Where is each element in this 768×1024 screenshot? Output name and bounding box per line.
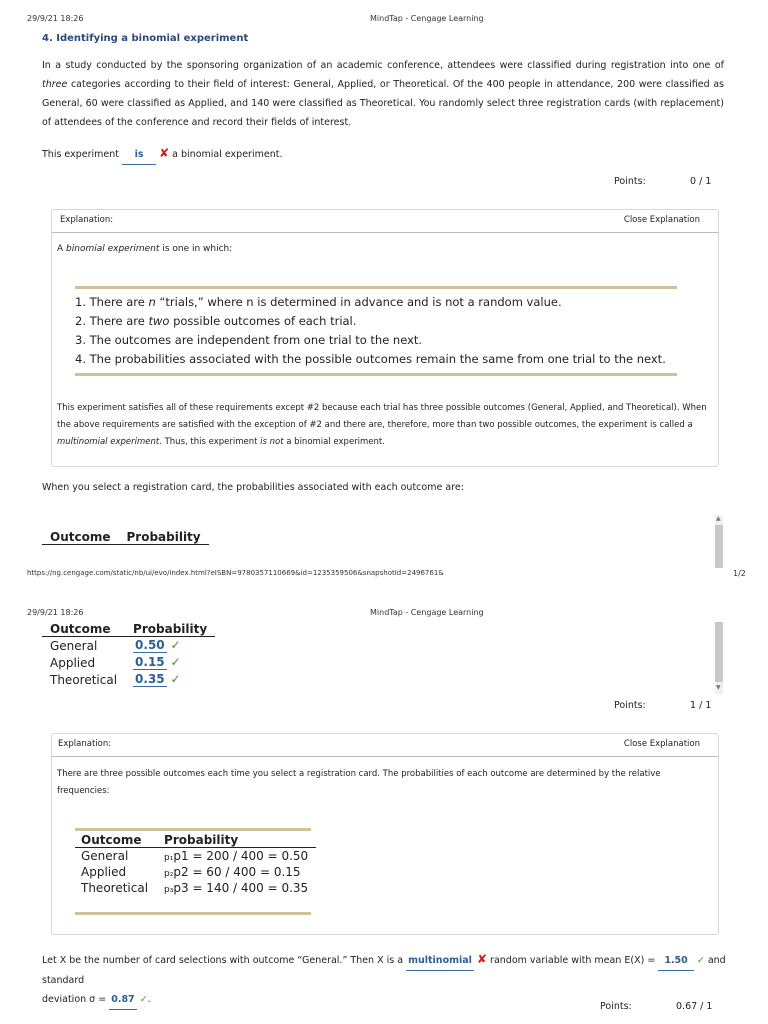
print-date: 29/9/21 18:26: [27, 14, 84, 23]
col-probability: Probability: [125, 622, 215, 637]
scroll-up-icon[interactable]: ▲: [716, 515, 721, 522]
stddev-input[interactable]: 0.87: [109, 990, 136, 1010]
mean-input[interactable]: 1.50: [658, 951, 693, 971]
points-label-2: Points:: [614, 700, 646, 711]
list-item: 1. There are n “trials,” where n is determined in advance and is not a random value.: [75, 295, 562, 309]
final-question: Let X be the number of card selections with outcome “General.” Then X is a multinomial ✘ random variable with mean E(X) = 1.50 ✓ and standard deviation σ = 0.87 ✓.: [42, 950, 732, 1010]
close-explanation-link[interactable]: Close Explanation: [623, 215, 700, 225]
scrollbar-2[interactable]: [715, 622, 723, 694]
points-value-2: 1 / 1: [690, 700, 712, 711]
close-explanation-link[interactable]: Close Explanation: [623, 739, 700, 749]
correct-icon: ✓: [170, 655, 181, 669]
correct-icon: ✓: [170, 672, 181, 686]
scroll-down-icon[interactable]: ▼: [716, 684, 721, 691]
table-row: Applied p₂p2 = 60 / 400 = 0.15: [81, 865, 301, 879]
explanation-text: This experiment satisfies all of these requirements except #2 because each trial has three possible outcomes (General, Applied, and Theoretical). When the above requirements are satisfied with the exception of #2 and there are, therefore, more than two possible outcomes, the experiment is called a multinomial experiment. Thus, this experiment is not a binomial experiment.: [57, 403, 707, 447]
explanation-panel: [51, 209, 719, 467]
col-outcome: Outcome: [42, 622, 125, 637]
probability-table: [42, 622, 215, 688]
explanation-label: Explanation:: [58, 739, 112, 749]
table-row: General 0.50 ✓: [50, 638, 181, 653]
table-row: Theoretical 0.35 ✓: [50, 672, 181, 687]
question-title: 4. Identifying a binomial experiment: [42, 33, 249, 44]
select-card-text: When you select a registration card, the probabilities associated with each outcome are:: [42, 482, 464, 493]
page-number: 1/2: [733, 569, 746, 578]
incorrect-icon: ✘: [476, 952, 488, 966]
table-row: General p₁p1 = 200 / 400 = 0.50: [81, 849, 309, 863]
relative-frequency-table: [75, 833, 316, 896]
correct-icon: ✓: [139, 994, 148, 1005]
list-item: 3. The outcomes are independent from one trial to the next.: [75, 333, 423, 347]
probability-input-applied[interactable]: 0.15: [135, 655, 165, 669]
col-outcome: Outcome: [42, 530, 118, 545]
explanation-header: [52, 210, 718, 233]
explanation-label: Explanation:: [60, 215, 114, 225]
answer-dropdown-distribution[interactable]: multinomial: [406, 951, 474, 971]
scrollbar[interactable]: [715, 515, 723, 568]
correct-icon: ✓: [696, 955, 705, 966]
probability-table-header: [42, 530, 209, 545]
points-label-3: Points:: [600, 1001, 632, 1012]
col-probability: Probability: [156, 833, 316, 848]
probability-input-general[interactable]: 0.50: [135, 638, 165, 652]
col-probability: Probability: [118, 530, 208, 545]
explanation-header: [52, 734, 718, 757]
table-row: Theoretical p₃p3 = 140 / 400 = 0.35: [81, 881, 309, 895]
print-title: MindTap - Cengage Learning: [370, 14, 484, 23]
requirements-list: [75, 293, 695, 369]
correct-icon: ✓: [170, 638, 181, 652]
experiment-statement: This experiment is ✘ a binomial experiment.: [42, 144, 282, 165]
scroll-thumb[interactable]: [715, 525, 723, 568]
explanation-text: There are three possible outcomes each time you select a registration card. The probabilities of each outcome are determined by the relative frequencies:: [57, 769, 661, 796]
list-item: 4. The probabilities associated with the possible outcomes remain the same from one trial to the next.: [75, 352, 666, 366]
points-label: Points:: [614, 176, 646, 187]
probability-input-theoretical[interactable]: 0.35: [135, 672, 165, 686]
table-row: Applied 0.15 ✓: [50, 655, 181, 670]
explanation-panel-2: [51, 733, 719, 935]
points-value: 0 / 1: [690, 176, 712, 187]
answer-dropdown-binomial[interactable]: is: [122, 145, 156, 165]
print-title-2: MindTap - Cengage Learning: [370, 608, 484, 617]
print-date-2: 29/9/21 18:26: [27, 608, 84, 617]
list-item: 2. There are two possible outcomes of each trial.: [75, 314, 357, 328]
definition-intro: A binomial experiment is one in which:: [57, 244, 233, 254]
scroll-thumb[interactable]: [715, 622, 723, 682]
points-value-3: 0.67 / 1: [676, 1001, 713, 1012]
col-outcome: Outcome: [75, 833, 156, 848]
question-intro: In a study conducted by the sponsoring organization of an academic conference, attendees were classified during registration into one of three categories according to their field of interest: General, Applied, or Theoretical. Of the 400 people in attendance, 200 were classified as General, 60 were classified as Applied, and 140 were classified as Theoretical. You randomly select three registration cards (with replacement) of attendees of the conference and record their fields of interest.: [42, 60, 724, 128]
incorrect-icon: ✘: [159, 146, 170, 160]
print-url: https://ng.cengage.com/static/nb/ui/evo/index.html?eISBN=9780357110669&id=1235359506&snapshotId=2496761&: [27, 569, 444, 577]
